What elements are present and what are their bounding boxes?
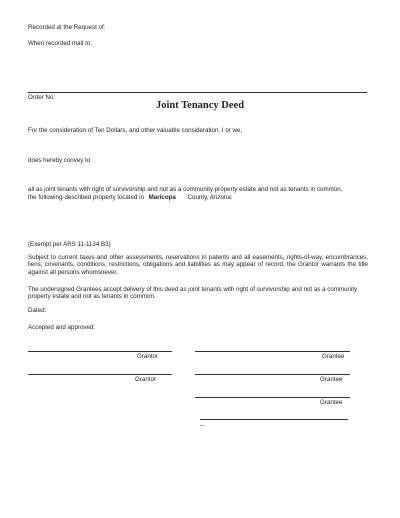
grantee-label-1: Grantee (322, 353, 345, 360)
consideration-text: For the consideration of Ten Dollars, and other valuable consideration, I or we, (28, 127, 243, 134)
dated-label: Dated: (28, 307, 47, 314)
grantee-label-2: Grantee (320, 376, 343, 383)
grantor-label-2: Grantor (135, 376, 156, 383)
grantor-signature-line-1 (28, 351, 172, 352)
grantees-accept-paragraph: The undersigned Grantees accept delivery of this deed as joint tenants with right of survivorship and not as a community property estate and not as tenants in common. (28, 286, 358, 301)
exempt-text: (Exempt per ARS 11-1134 B3) (28, 241, 111, 248)
convey-text: does hereby convey to (28, 157, 91, 164)
joint-tenants-text: all as joint tenants with right of survivorship and not as a community property estate and not as tenants in common, (28, 186, 343, 193)
bottom-dash: -- (200, 422, 205, 429)
accepted-label: Accepted and approved: (28, 324, 96, 331)
grantee-signature-line-1 (195, 351, 350, 352)
header-divider (28, 92, 367, 93)
grantor-label-1: Grantor (137, 353, 158, 360)
grantee-label-3: Grantee (320, 399, 343, 406)
recorded-mail-label: When recorded mail to: (28, 40, 92, 47)
document-title: Joint Tenancy Deed (155, 100, 245, 111)
property-location-prefix: the following-described property located in (28, 194, 144, 201)
recorded-request-label: Recorded at the Request of: (28, 24, 106, 31)
county-suffix: County, Arizona: (187, 194, 233, 201)
subject-paragraph: Subject to current taxes and other assessments, reservations in patents and all easements, rights-of-way, encumbrances, liens, covenants, conditions, restrictions, obligations and liabilities as may appear of record, the Grantor warrants the title against all persons whomsoever. (28, 254, 368, 276)
grantee-signature-line-3 (195, 397, 350, 398)
order-no-label: Order No: (28, 94, 56, 101)
grantor-signature-line-2 (28, 374, 172, 375)
bottom-signature-line (200, 419, 348, 420)
property-location-line (28, 194, 233, 202)
county-name: Maricopa (148, 194, 176, 201)
grantee-signature-line-2 (195, 374, 350, 375)
